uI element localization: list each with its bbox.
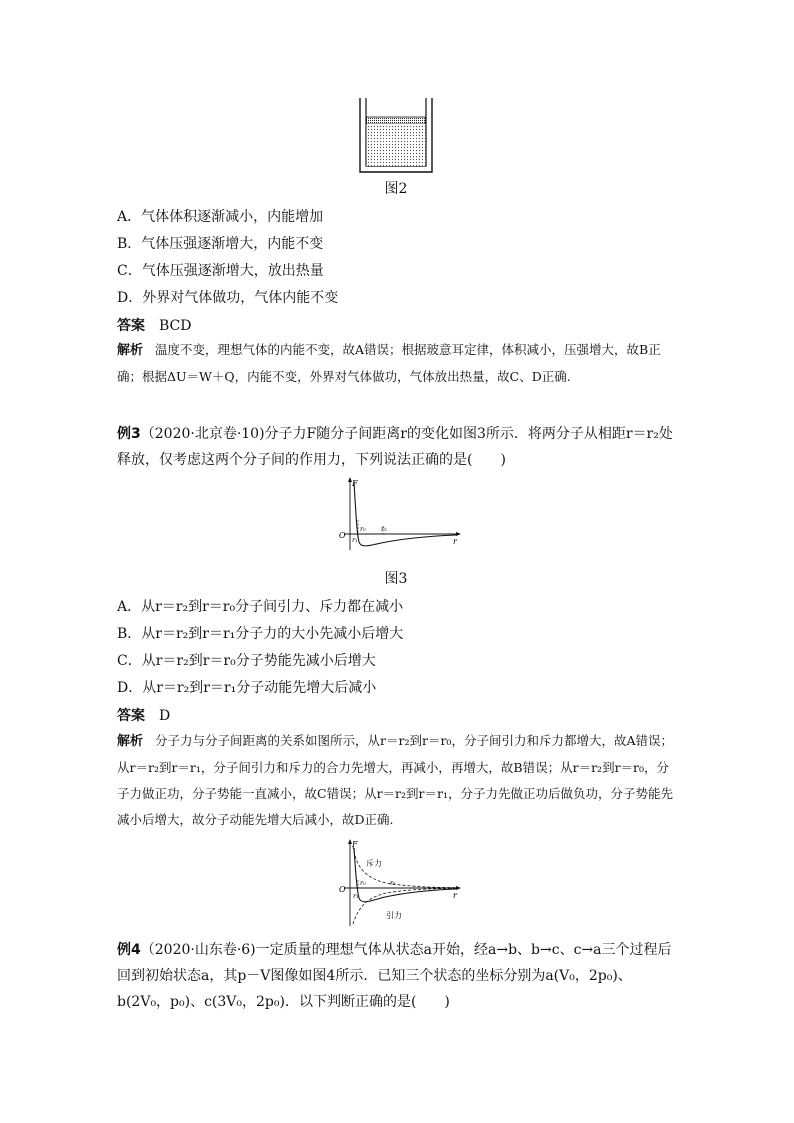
example-3-label: 例3 (117, 426, 141, 442)
example-3-text: （2020·北京卷·10)分子力F随分子间距离r的变化如图3所示．将两分子从相距r＝r₂处释放，仅考虑这两个分子间的作用力，下列说法正确的是( ) (117, 426, 673, 468)
answer-value: BCD (159, 318, 192, 334)
option-b: B．气体压强逐渐增大，内能不变 (117, 236, 324, 252)
fig4-r0: r₀ (360, 879, 366, 887)
answer-label: 答案 (117, 318, 145, 334)
fig3-r1: r₁ (352, 536, 358, 544)
gas-region (367, 124, 426, 166)
example-3-option-c: C．从r＝r₂到r＝r₀分子势能先减小后增大 (117, 653, 376, 669)
figure-2-caption: 图2 (384, 181, 408, 197)
fig3-origin: O (339, 531, 346, 540)
figure-2-container-diagram (358, 98, 434, 174)
option-d: D．外界对气体做功，气体内能不变 (117, 290, 339, 306)
net-force-curve (354, 848, 456, 902)
example-4-text: （2020·山东卷·6)一定质量的理想气体从状态a开始，经a→b、b→c、c→a三个过程后回到初始状态a，其p－V图像如图4所示．已知三个状态的坐标分别为a(V₀，2p₀)、 b(2V₀，p₀)、c(3V₀，2p₀)．以下判断正确的是( ) (117, 942, 672, 1010)
figure-3-caption: 图3 (384, 571, 408, 587)
example-3-explanation-label: 解析 (117, 734, 144, 749)
example-3-answer-row (117, 705, 170, 725)
example-3-question (117, 421, 683, 473)
example-3-option-b: B．从r＝r₂到r＝r₁分子力的大小先减小后增大 (117, 626, 404, 642)
option-a: A．气体体积逐渐减小，内能增加 (117, 209, 324, 225)
explanation-force-diagram (336, 838, 462, 930)
fig3-axis-r: r (453, 537, 457, 546)
example-3-explanation-block (117, 728, 679, 833)
example-3-answer-label: 答案 (117, 708, 145, 724)
example-3-explanation-text: 分子力与分子间距离的关系如图所示，从r＝r₂到r＝r₀，分子间引力和斥力都增大，故A错误；从r＝r₂到r＝r₁，分子间引力和斥力的合力先增大，再减小，再增大，故B错误；从r＝r₂到r＝r₀，分子力做正功，分子势能一直减小，故C错误；从r＝r₂到r＝r₁，分子力先做正功后做负功，分子势能先减小后增大，故分子动能先增大后减小，故D正确. (117, 733, 673, 827)
figure-3-force-curve (336, 476, 462, 556)
example-4-label: 例4 (117, 942, 141, 958)
fig3-r2: r₂ (381, 525, 387, 533)
explanation-block (117, 337, 679, 390)
explanation-label: 解析 (117, 343, 144, 358)
fig3-axis-f: F (352, 479, 358, 488)
example-3-option-a: A．从r＝r₂到r＝r₀分子间引力、斥力都在减小 (117, 599, 404, 615)
answer-row (117, 315, 191, 335)
example-4-question (117, 937, 683, 1015)
fig4-r2: r₂ (390, 879, 396, 887)
example-3-option-d: D．从r＝r₂到r＝r₁分子动能先增大后减小 (117, 680, 377, 696)
example-3-answer-value: D (159, 708, 171, 724)
fig4-axis-f: F (352, 840, 358, 849)
option-c: C．气体压强逐渐增大，放出热量 (117, 263, 324, 279)
explanation-text: 温度不变，理想气体的内能不变，故A错误；根据玻意耳定律，体积减小，压强增大，故B正确；根据ΔU＝W＋Q，内能不变，外界对气体做功，气体放出热量，故C、D正确. (117, 342, 661, 384)
fig4-axis-r: r (453, 891, 457, 900)
fig3-r0: r₀ (360, 525, 366, 533)
fig4-origin: O (339, 885, 346, 894)
piston (367, 117, 426, 124)
fig4-repulsion-label: 斥力 (366, 859, 382, 868)
fig4-attraction-label: 引力 (386, 911, 402, 920)
fig4-r1: r₁ (353, 892, 359, 900)
